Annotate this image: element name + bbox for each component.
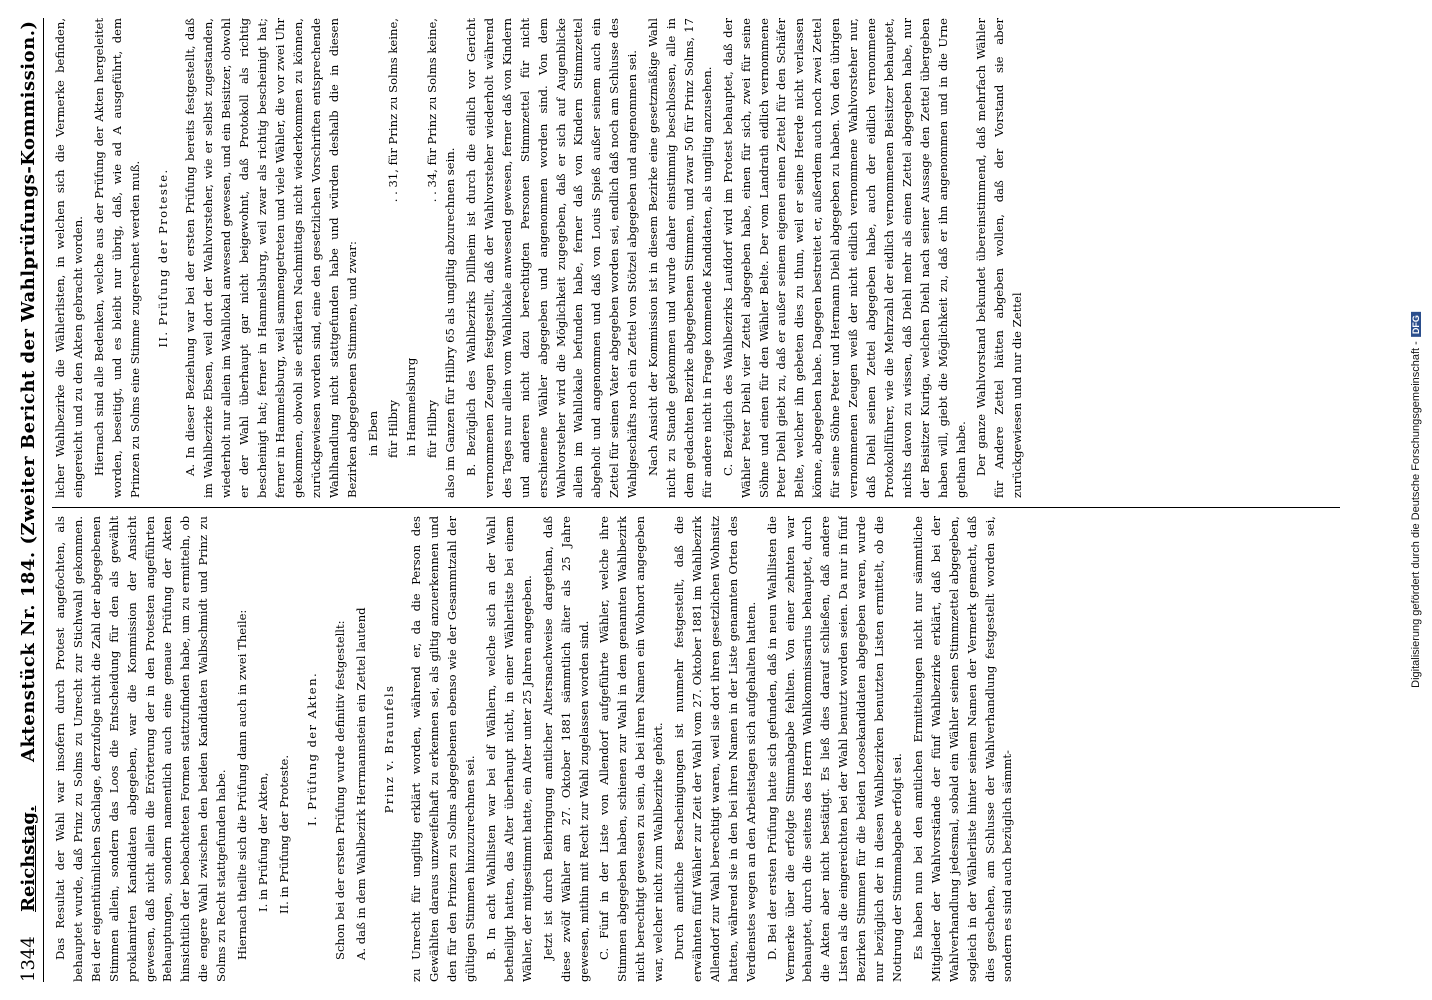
ballot-name: Prinz v. Braunfels xyxy=(381,684,396,814)
paragraph: Hiernach sind alle Bedenken, welche aus der Prüfung der Akten hergeleitet worden, beseitigt, und es bleibt nur übrig, daß, wie ad A ausgeführt, dem Prinzen zu Solms eine Stimme zugerechnet werden muß. xyxy=(91,18,142,498)
paragraph: licher Wahlbezirke die Wählerlisten, in welchen sich die Vermerke befinden, eingereicht und zu den Akten gebracht worden. xyxy=(53,18,85,498)
section-heading: II. Prüfung der Proteste. xyxy=(155,168,170,348)
paragraph: D. Bei der ersten Prüfung hatte sich gefunden, daß in neun Wahllisten die Vermerke über die erfolgte Stimmabgabe fehlten. Von einer zehnten war behauptet, durch die seitens des Herrn Wahlkommissarius behauptet, durch die Akten aber nicht bestätigt. Es ließ dies darauf schließen, daß andere Listen als die eingereichten bei der Wahl benutzt worden seien. Da nur in fünf Bezirken Stimmen für die beiden Loosekandidaten abgegeben waren, wurde nur bezüglich der in diesen Wahlbezirken benutzten Listen ermittelt, ob die Notirung der Stimmabgabe erfolgt sei. xyxy=(764,516,904,982)
paragraph: C. Bezüglich des Wahlbezirks Laufdorf wird im Protest behauptet, daß der Wähler Peter Diehl vier Zettel abgegeben habe, einen für sich, zwei für seine Söhne und einen für den Wähler Belte. Der vom Landrath eidlich vernommene Peter Diehl giebt zu, daß er außer seinem eigenen einen Zettel für den Schäfer Belte, welcher ihn gebeten dies zu thun, weil er seine Heerde nicht verlassen könne, abgegeben habe. Dagegen bestreitet er, außerdem auch noch zwei Zettel für seine Söhne Peter und Hermann Diehl abgegeben zu haben. Von den übrigen vernommenen Zeugen weiß der nicht eidlich vernommene Wahlvorsteher nur, daß Diehl seinen Zettel abgegeben habe, auch der eidlich vernommene Protokollführer, wie die Mehrzahl der eidlich vernommenen Beisitzer behauptet, nichts davon zu wissen, daß Diehl mehr als einen Zettel abgegeben habe, nur der Beisitzer Kuriga, welchen Diehl nach seiner Aussage den Zettel übergeben haben will, giebt die Möglichkeit zu, daß er ihn angenommen und in die Urne gethan habe. xyxy=(720,18,968,498)
paragraph: A. daß in dem Wahlbezirk Herrmannstein ein Zettel lautend xyxy=(353,607,368,960)
dfg-logo: DFG xyxy=(1411,312,1421,337)
list-item: I. in Prüfung der Akten, xyxy=(255,772,270,912)
paragraph: Hiernach theilte sich die Prüfung dann auch in zwei Theile: xyxy=(235,609,250,960)
tally-values: . . 34, für Prinz zu Solms keine, xyxy=(425,18,440,203)
tally-label: in Eben xyxy=(365,410,380,456)
column-divider xyxy=(52,507,1340,508)
paragraph: B. In acht Wahllisten war bei elf Wählern, welche sich an der Wahl betheiligt hatten, das Alter überhaupt nicht, in einer Wählerliste bei einem Wähler, der mitgestimmt hatte, ein Alter unter 25 Jahren angegeben. xyxy=(484,516,534,982)
page-header xyxy=(14,18,44,982)
right-column xyxy=(52,18,1340,498)
tally-label: in Hammelsburg xyxy=(404,357,419,456)
tally-name: für Hilbry xyxy=(425,399,440,458)
tally-name: für Hilbry xyxy=(386,399,401,458)
credit-text: Digitalisierung gefördert durch die Deutsche Forschungsgemeinschaft - xyxy=(1410,341,1422,688)
left-column xyxy=(52,516,1340,982)
paragraph: Durch amtliche Bescheinigungen ist nunmehr festgestellt, daß die erwähnten fünf Wähler zur Zeit der Wahl vom 27. Oktober 1881 im Wahlbezirk Allendorf zur Wahl berechtigt waren, weil sie dort ihren gesetzlichen Wohnsitz hatten, während sie in den bei ihren Namen in der Liste genannten Orten des Verdienstes wegen an den Arbeitstagen sich aufgehalten hatten. xyxy=(672,516,758,982)
paragraph: Es haben nun bei den amtlichen Ermittelungen nicht nur sämmtliche Mitglieder der Wahlvorstände der fünf Wahlbezirke erklärt, daß bei der Wahlverhandlung jedesmal, sobald ein Wähler seinen Stimmzettel abgegeben, sogleich in der Wählerliste hinter seinem Namen der Vermerk gemacht, daß dies geschehen, am Schlusse der Wahlverhandlung festgestellt worden sei, sondern es sind auch bezüglich sämmt- xyxy=(910,516,1015,982)
paragraph: C. Fünf in der Liste von Allendorf aufgeführte Wähler, welche ihre Stimmen abgegeben haben, schienen zur Wahl in dem genannten Wahlbezirk nicht berechtigt gewesen zu sein, da bei ihren Namen ein Wohnort angegeben war, welcher nicht zum Wahlbezirke gehört. xyxy=(597,516,666,982)
tally-row xyxy=(424,18,442,498)
tally-row xyxy=(385,18,403,498)
paragraph: Der ganze Wahlvorstand bekundet übereinstimmend, daß mehrfach Wähler für Andere Zettel hätten abgeben wollen, daß der Vorstand sie aber zurückgewiesen und nur die Zettel xyxy=(974,18,1025,498)
paragraph: Das Resultat der Wahl war insofern durch Protest angefochten, als behauptet wurde, daß Prinz zu Solms zu Unrecht zur Stichwahl gekommen. Bei der eigenthümlichen Sachlage, derzufolge nicht die Zahl der abgegebenen Stimmen allein, sondern das Loos die Entscheidung für den als gewählt proklamirten Kandidaten abgegeben, war die Kommission der Ansicht gewesen, daß nicht allein die Erörterung der in den Protesten angeführten Behauptungen, sondern namentlich auch eine genaue Prüfung der Akten hinsichtlich der beobachteten Formen stattzufinden habe, um zu ermitteln, ob die engere Wahl zwischen den beiden Kandidaten Walbschmidt und Prinz zu Solms zu Recht stattgefunden habe. xyxy=(53,516,229,982)
paragraph: B. Bezüglich des Wahlbezirks Dillheim ist durch die eidlich vor Gericht vernommenen Zeugen festgestellt, daß der Wahlvorsteher wiederholt während des Tages nur allein vom Wahllokale anwesend gewesen, ferner daß von Kindern und anderen nicht dazu berechtigten Personen Stimmzettel für nicht erschienene Wähler abgegeben und angenommen worden sind. Von dem Wahlvorsteher wird die Möglichkeit zugegeben, daß er sich auf Augenblicke allein im Wahllokale befunden habe, ferner daß von Kindern Stimmzettel abgeholt und angenommen und daß von Louis Spieß außer seinem auch ein Zettel für seinen Vater abgegeben worden sei, endlich daß noch am Schlusse des Wahlgeschäfts noch ein Zettel von Stötzel abgegeben und angenommen sei. xyxy=(464,18,640,498)
paragraph: Nach Ansicht der Kommission ist in diesem Bezirke eine gesetzmäßige Wahl nicht zu Stande gekommen und wurde daher einstimmig beschlossen, alle in dem gedachten Bezirke abgegebenen Stimmen, und zwar 50 für Prinz Solms, 17 für andere nicht in Frage kommende Kandidaten, als ungiltig anzusehen. xyxy=(646,18,714,498)
paragraph: Jetzt ist durch Beibringung amtlicher Altersnachweise dargethan, daß diese zwölf Wähler am 27. Oktober 1881 sämmtlich älter als 25 Jahre gewesen, mithin mit Recht zur Wahl zugelassen worden sind. xyxy=(540,516,591,982)
document-title: Aktenstück Nr. 184. (Zweiter Bericht der Wahlprüfungs-Kommission.) xyxy=(18,20,39,762)
digitization-credit xyxy=(1402,0,1430,1000)
section-heading: I. Prüfung der Akten. xyxy=(304,671,319,827)
paragraph: A. In dieser Beziehung war bei der ersten Prüfung bereits festgestellt, daß im Wahlbezirke Ebsen, weil dort der Wahlvorsteher, wie er selbst zugestanden, wiederholt nur allein im Wahllokal anwesend gewesen, und ein Beisitzer, obwohl er der Wahl überhaupt gar nicht beigewohnt, daß Protokoll als richtig bescheinigt hat; ferner in Hammelsburg, weil zwar als richtig bescheinigt hat; ferner in Hammelsburg, weil sammengetreten und viele Wähler, die vor zwei Uhr gekommen, obwohl sie erklärten Nachmittags nicht wiederkommen zu können, zurückgewiesen worden sind, eine den gesetzlichen Vorschriften entsprechende Wahlhandlung nicht stattgefunden habe und würden deshalb die in diesen Bezirken abgegebenen Stimmen, und zwar: xyxy=(183,18,359,498)
paragraph: Schon bei der ersten Prüfung wurde definitiv festgestellt: xyxy=(332,620,347,960)
running-head: Reichstag. xyxy=(18,805,39,912)
tally-values: . . 31, für Prinz zu Solms keine, xyxy=(386,18,401,203)
list-item: II. in Prüfung der Proteste. xyxy=(276,754,291,914)
page-number: 1344 xyxy=(18,936,39,982)
paragraph: zu Unrecht für ungiltig erklärt worden, während er, da die Person des Gewählten daraus unzweifelhaft zu erkennen sei, als giltig anzuerkennen und den für den Prinzen zu Solms abgegebenen ebenso wie der Gesammtzahl der gültigen Stimmen hinzuzurechnen sei. xyxy=(409,516,478,982)
paragraph: also im Ganzen für Hilbry 65 als ungiltig abzurechnen sein. xyxy=(443,147,458,498)
